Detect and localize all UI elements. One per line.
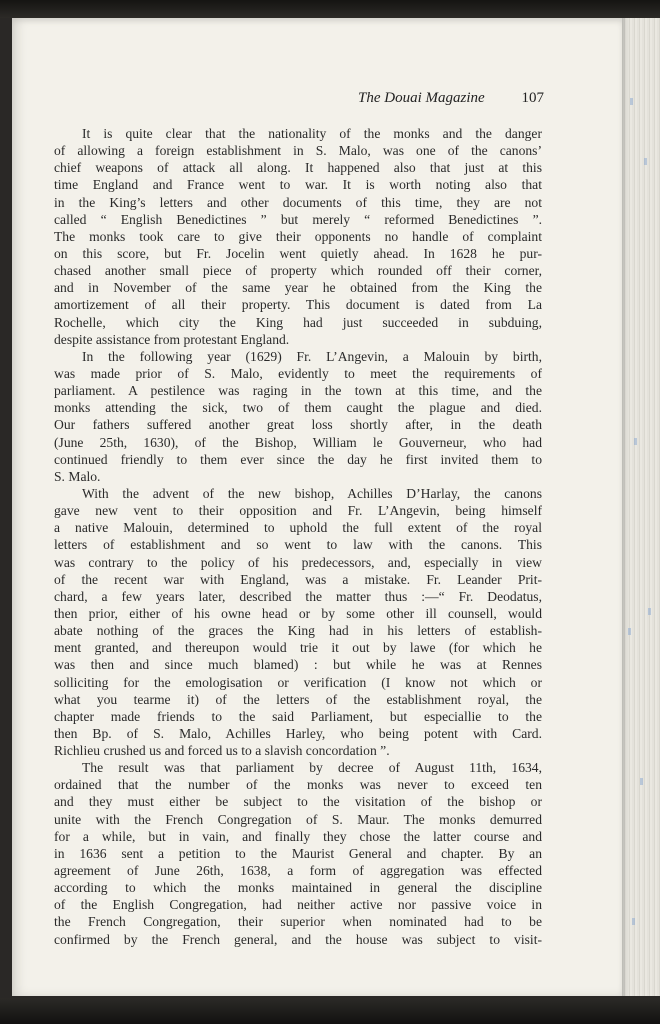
text-line: gave new vent to their opposition and Fr. L’Angevin, being himself — [54, 503, 542, 519]
text-line: for a while, but in vain, and finally they chose the latter course and — [54, 828, 542, 844]
text-line: time England and France went to war. It is worth noting also that — [54, 177, 542, 193]
text-line: of allowing a foreign establishment in S. Malo, was one of the canons’ — [54, 143, 542, 159]
text-line: agreement of June 26th, 1638, a form of aggregation was effected — [54, 863, 542, 879]
text-line: ordained that the number of the monks was never to exceed ten — [54, 777, 542, 793]
edge-speck — [632, 918, 635, 925]
text-line: amortizement of all their property. This document is dated from La — [54, 297, 542, 313]
text-line: S. Malo. — [54, 468, 101, 484]
edge-speck — [630, 98, 633, 105]
text-line: Richlieu crushed us and forced us to a slavish concordation ”. — [54, 743, 390, 759]
text-line: and they must either be subject to the visitation of the bishop or — [54, 794, 542, 810]
text-line: according to which the monks maintained in general the discipline — [54, 880, 542, 896]
edge-speck — [628, 628, 631, 635]
text-line: With the advent of the new bishop, Achilles D’Harlay, the canons — [82, 485, 542, 501]
text-line: in the King’s letters and other documents of this time, they are not — [54, 194, 542, 210]
text-line: called “ English Benedictines ” but merely “ reformed Benedictines ”. — [54, 211, 542, 227]
scan-bottom-border — [0, 998, 660, 1024]
text-line: and in November of the same year he obtained from the King the — [54, 280, 542, 296]
text-line: then prior, either of his owne head or by some other ill counsell, would — [54, 605, 542, 621]
page-edge-shadow — [622, 18, 628, 996]
text-line: chief weapons of attack all along. It happened also that just at this — [54, 160, 542, 176]
text-line: monks attending the sick, two of them caught the plague and died. — [54, 400, 542, 416]
text-line: continued friendly to them ever since the day he first invited them to — [54, 451, 542, 467]
text-line: ment granted, and thereupon would trie it out by lawe (for which he — [54, 640, 542, 656]
scan-top-border — [0, 0, 660, 18]
text-line: a native Malouin, determined to uphold the full extent of the royal — [54, 520, 542, 536]
text-line: then Bp. of S. Malo, Achilles Harley, who being potent with Card. — [54, 725, 542, 741]
text-line: chapter made friends to the said Parliament, but especiallie to the — [54, 708, 542, 724]
edge-speck — [644, 158, 647, 165]
edge-speck — [634, 438, 637, 445]
text-line: despite assistance from protestant England. — [54, 331, 290, 347]
text-line: unite with the French Congregation of S. Maur. The monks demurred — [54, 811, 542, 827]
text-line: chased another small piece of property which rounded off their corner, — [54, 263, 542, 279]
body-text — [54, 125, 542, 948]
text-line: In the following year (1629) Fr. L’Angevin, a Malouin by birth, — [82, 348, 542, 364]
running-header — [358, 90, 544, 112]
text-line: was contrary to the policy of his predecessors, and, especially in view — [54, 554, 542, 570]
text-line: was made prior of S. Malo, evidently to meet the requirements of — [54, 365, 542, 381]
text-line: chard, a few years later, described the matter thus :—“ Fr. Deodatus, — [54, 588, 542, 604]
text-line: on this score, but Fr. Jocelin went quietly ahead. In 1628 he pur- — [54, 245, 542, 261]
text-line: abate nothing of the graces the King had in his letters of establish- — [54, 623, 542, 639]
running-title: The Douai Magazine — [358, 90, 485, 106]
text-line: the French Congregation, their superior when nominated had to be — [54, 914, 542, 930]
text-line: in 1636 sent a petition to the Maurist General and chapter. By an — [54, 845, 542, 861]
edge-speck — [640, 778, 643, 785]
text-line: Rochelle, which city the King had just succeeded in subduing, — [54, 314, 542, 330]
text-line: The monks took care to give their opponents no handle of complaint — [54, 228, 542, 244]
text-line: Our fathers suffered another great loss shortly after, in the death — [54, 417, 542, 433]
text-line: of the recent war with England, was a mistake. Fr. Leander Prit- — [54, 571, 542, 587]
text-line: It is quite clear that the nationality of the monks and the danger — [82, 126, 542, 141]
text-line: of the English Congregation, had neither active nor passive voice in — [54, 897, 542, 913]
text-line: The result was that parliament by decree of August 11th, 1634, — [82, 760, 542, 776]
text-line: (June 25th, 1630), of the Bishop, William le Gouverneur, who had — [54, 434, 542, 450]
text-line: letters of establishment and so went to law with the canons. This — [54, 537, 542, 553]
text-line: was then and since much blamed) : but while he was at Rennes — [54, 657, 542, 673]
text-line: what you tearme it) of the letters of the establishment royal, the — [54, 691, 542, 707]
text-line: parliament. A pestilence was raging in the town at this time, and the — [54, 383, 542, 399]
page-number: 107 — [521, 90, 544, 106]
edge-speck — [648, 608, 651, 615]
text-line: confirmed by the French general, and the house was subject to visit- — [54, 931, 542, 947]
text-line: solliciting for the emologisation or verification (I know not which or — [54, 674, 542, 690]
